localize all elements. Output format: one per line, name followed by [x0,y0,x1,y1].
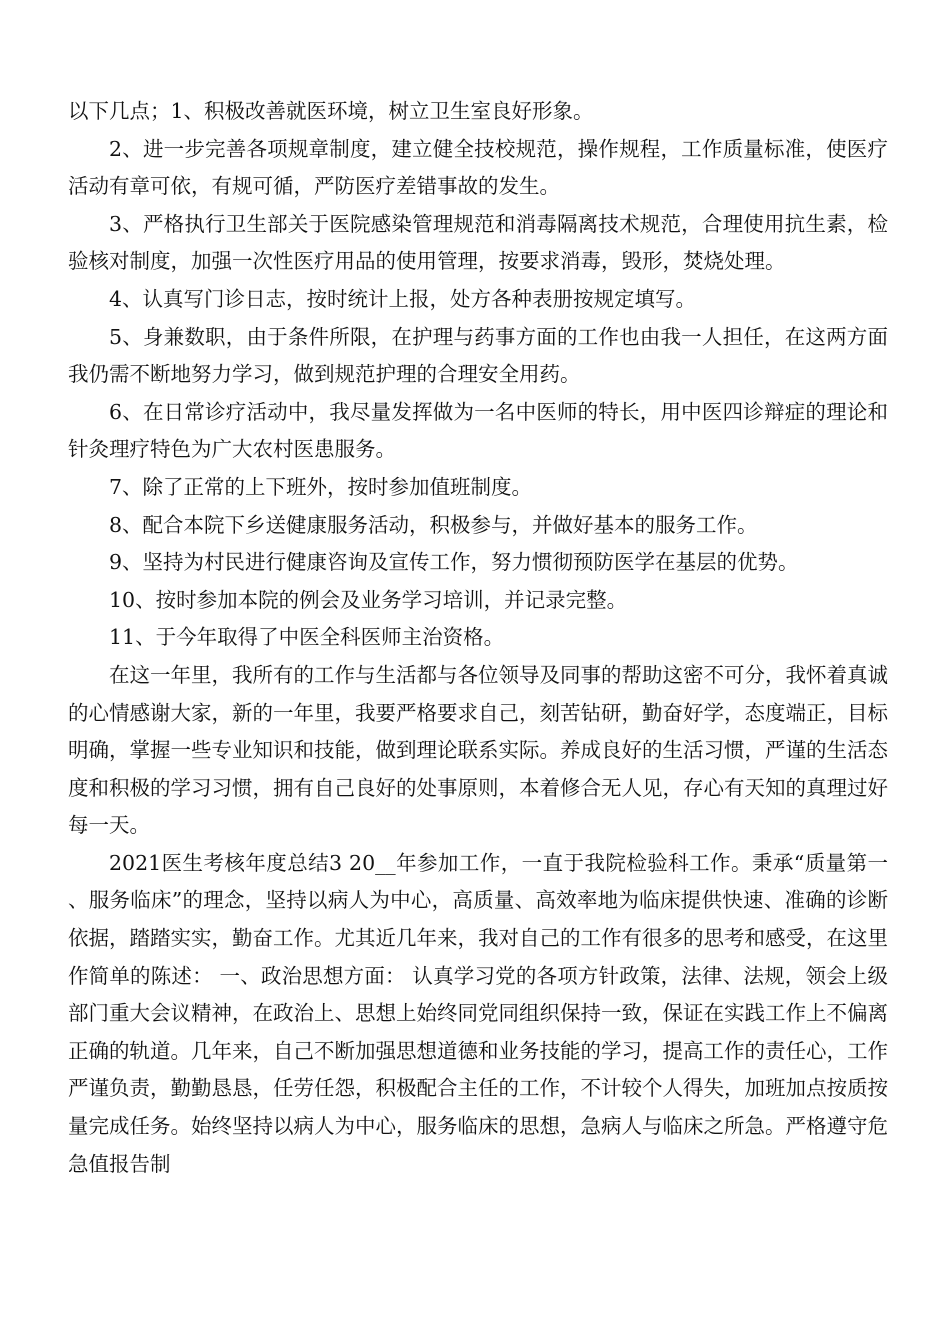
paragraph-6: 6、在日常诊疗活动中，我尽量发挥做为一名中医师的特长，用中医四诊辩症的理论和针灸理疗特色为广大农村医患服务。 [68,399,888,462]
paragraph-3: 3、严格执行卫生部关于医院感染管理规范和消毒隔离技术规范，合理使用抗生素，检验核对制度，加强一次性医疗用品的使用管理，按要求消毒，毁形，焚烧处理。 [68,211,888,274]
paragraph-13: 2021医生考核年度总结3 20__年参加工作，一直于我院检验科工作。秉承“质量第一、服务临床”的理念，坚持以病人为中心，高质量、高效率地为临床提供快速、准确的诊断依据，踏踏实实，勤奋工作。尤其近几年来，我对自己的工作有很多的思考和感受，在这里作简单的陈述： 一、政治思想方面： 认真学习党的各项方针政策，法律、法规，领会上级部门重大会议精神，在政治上、思想上始终同党同组织保持一致，保证在实践工作上不偏离正确的轨道。几年来，自己不断加强思想道德和业务技能的学习，提高工作的责任心，工作严谨负责，勤勤恳恳，任劳任怨，积极配合主任的工作，不计较个人得失，加班加点按质按量完成任务。始终坚持以病人为中心，服务临床的思想，急病人与临床之所急。严格遵守危急值报告制 [68,850,888,1176]
paragraph-4: 4、认真写门诊日志，按时统计上报，处方各种表册按规定填写。 [109,286,697,311]
paragraph-9: 9、坚持为村民进行健康咨询及宣传工作，努力惯彻预防医学在基层的优势。 [109,550,799,575]
document-body [68,93,888,1183]
paragraph-5: 5、身兼数职，由于条件所限，在护理与药事方面的工作也由我一人担任，在这两方面我仍需不断地努力学习，做到规范护理的合理安全用药。 [68,324,888,387]
paragraph-10: 10、按时参加本院的例会及业务学习培训，并记录完整。 [109,587,628,612]
paragraph-2: 2、进一步完善各项规章制度，建立健全技校规范，操作规程，工作质量标准，使医疗活动有章可依，有规可循，严防医疗差错事故的发生。 [68,136,888,199]
paragraph-11: 11、于今年取得了中医全科医师主治资格。 [109,625,505,650]
paragraph-12: 在这一年里，我所有的工作与生活都与各位领导及同事的帮助这密不可分，我怀着真诚的心情感谢大家，新的一年里，我要严格要求自己，刻苦钻研，勤奋好学，态度端正，目标明确，掌握一些专业知识和技能，做到理论联系实际。养成良好的生活习惯，严谨的生活态度和积极的学习习惯，拥有自己良好的处事原则，本着修合无人见，存心有天知的真理过好每一天。 [68,662,888,838]
paragraph-8: 8、配合本院下乡送健康服务活动，积极参与，并做好基本的服务工作。 [109,512,758,537]
paragraph-1: 以下几点；1、积极改善就医环境，树立卫生室良好形象。 [68,99,594,123]
paragraph-7: 7、除了正常的上下班外，按时参加值班制度。 [109,474,533,499]
